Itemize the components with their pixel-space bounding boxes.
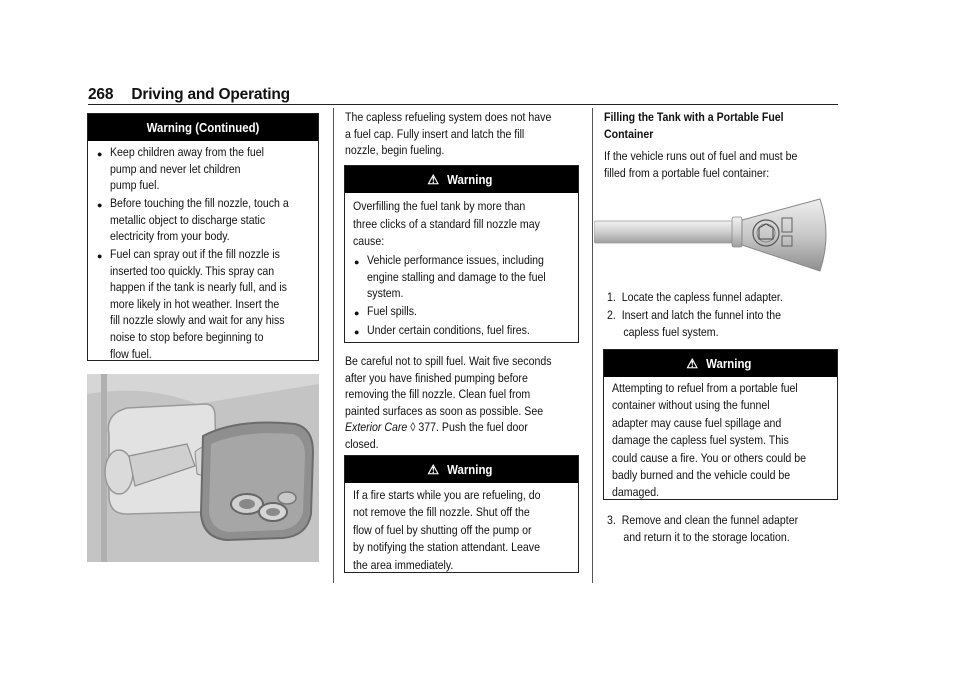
- text-line: damaged.: [612, 485, 660, 500]
- portable-container-heading: [604, 109, 784, 142]
- bullet-icon: ●: [97, 149, 103, 159]
- warning-overfill-box: [344, 165, 579, 343]
- warning-overfill-title: Warning: [447, 172, 493, 187]
- text-line: Overfilling the fuel tank by more than: [353, 199, 526, 213]
- text-line: cause:: [353, 234, 385, 249]
- bullet-icon: ●: [354, 308, 360, 318]
- text-line: [607, 307, 781, 324]
- warning-overfill-header: [345, 166, 578, 193]
- warning-portable-box: [603, 349, 838, 500]
- text-line: fill nozzle slowly and wait for any hiss: [110, 313, 285, 328]
- warning-icon: ⚠: [427, 461, 440, 477]
- step-number: 3.: [607, 513, 616, 527]
- step-number: 2.: [607, 308, 616, 322]
- text-line: Container: [604, 126, 654, 141]
- warning-icon: ⚠: [427, 171, 440, 187]
- text-line: noise to stop before beginning to: [110, 329, 264, 344]
- text-line: Fuel can spray out if the fill nozzle is: [110, 247, 280, 261]
- text-line: filled from a portable fuel container:: [604, 165, 770, 180]
- text-line: adapter may cause fuel spillage and: [612, 415, 782, 430]
- warning-fire-header: [345, 456, 578, 483]
- step-2: [607, 307, 781, 340]
- text-line: Fuel spills.: [367, 304, 417, 318]
- warning-continued-header: [88, 114, 318, 141]
- warning-portable-header: [604, 350, 837, 377]
- step-3: [607, 512, 798, 545]
- page-number: 268: [88, 86, 114, 103]
- text-line: Be careful not to spill fuel. Wait five seconds: [345, 354, 552, 368]
- page-header: [88, 86, 290, 104]
- portable-container-intro: [604, 148, 797, 181]
- warning-bullet-3: [110, 246, 287, 362]
- warning-fire-title: Warning: [447, 462, 493, 477]
- text-line: Under certain conditions, fuel fires.: [367, 323, 530, 337]
- text-line: damage the capless fuel system. This: [612, 433, 789, 448]
- header-rule: [88, 104, 838, 105]
- bullet-icon: ●: [97, 200, 103, 210]
- text-line: badly burned and the vehicle could be: [612, 468, 791, 483]
- column-divider-1: [333, 108, 334, 583]
- text-line: closed.: [345, 436, 379, 451]
- text-line: [345, 403, 552, 420]
- text-line: metallic object to discharge static: [110, 212, 266, 227]
- warning-bullet-1: [110, 144, 264, 194]
- text-line: nozzle, begin fueling.: [345, 143, 445, 158]
- text-line: [345, 419, 552, 436]
- text-line: a fuel cap. Fully insert and latch the fill: [345, 126, 525, 141]
- funnel-adapter-illustration: [594, 194, 834, 276]
- column-divider-2: [592, 108, 593, 583]
- text-line: happen if the tank is nearly full, and is: [110, 280, 287, 295]
- warning-portable-title: Warning: [706, 356, 752, 371]
- step-1: [607, 289, 783, 306]
- text-line: flow fuel.: [110, 346, 152, 361]
- text-line: removing the fill nozzle. Clean fuel from: [345, 387, 531, 402]
- bullet-icon: ●: [354, 327, 360, 337]
- text-line: Keep children away from the fuel: [110, 145, 265, 159]
- text-line: and return it to the storage location.: [623, 529, 790, 544]
- text-segment: . Push the fuel door: [436, 420, 528, 435]
- text-line: inserted too quickly. This spray can: [110, 263, 275, 278]
- warning-bullet-2: [110, 195, 289, 245]
- text-line: The capless refueling system does not have: [345, 110, 552, 124]
- text-line: three clicks of a standard fill nozzle may: [353, 216, 540, 231]
- text-line: pump fuel.: [110, 178, 160, 193]
- text-line: could cause a fire. You or others could be: [612, 450, 807, 465]
- text-line: more likely in hot weather. Insert the: [110, 296, 280, 311]
- warning-overfill-bullet-1: [367, 252, 546, 302]
- text-line: container without using the funnel: [612, 398, 770, 413]
- fuel-door-photo: [87, 374, 319, 562]
- text-segment: painted surfaces as soon as possible. See: [345, 403, 544, 418]
- text-line: system.: [367, 286, 404, 301]
- text-line: not remove the fill nozzle. Shut off the: [353, 505, 530, 520]
- warning-continued-title: Warning (Continued): [146, 120, 260, 135]
- warning-overfill-bullet-2: [367, 303, 417, 320]
- exterior-care-link[interactable]: Exterior Care: [345, 420, 408, 435]
- page-reference[interactable]: ◊ 377: [410, 420, 437, 435]
- text-line: after you have finished pumping before: [345, 370, 528, 385]
- text-line: engine stalling and damage to the fuel: [367, 269, 546, 284]
- step-text: Insert and latch the funnel into the: [621, 308, 782, 322]
- text-line: Attempting to refuel from a portable fuel: [612, 381, 798, 395]
- fuel-door-illustration: [87, 374, 319, 562]
- text-line: If the vehicle runs out of fuel and must be: [604, 149, 798, 163]
- text-line: If a fire starts while you are refueling, do: [353, 488, 541, 502]
- step-number: 1.: [607, 290, 616, 304]
- bullet-icon: ●: [354, 257, 360, 267]
- text-line: the area immediately.: [353, 557, 454, 572]
- warning-fire-text: [353, 487, 541, 574]
- warning-overfill-lead: [353, 198, 540, 251]
- step-text: Locate the capless funnel adapter.: [621, 290, 783, 304]
- warning-portable-text: [612, 380, 806, 502]
- bullet-icon: ●: [97, 251, 103, 261]
- warning-icon: ⚠: [686, 355, 699, 371]
- text-line: Vehicle performance issues, including: [367, 253, 544, 267]
- text-line: flow of fuel by shutting off the pump or: [353, 522, 532, 537]
- text-line: Filling the Tank with a Portable Fuel: [604, 110, 784, 124]
- funnel-adapter-image: [594, 194, 834, 276]
- capless-intro-paragraph: [345, 109, 551, 159]
- text-line: Before touching the fill nozzle, touch a: [110, 196, 289, 210]
- text-line: by notifying the station attendant. Leave: [353, 540, 540, 555]
- step-text: Remove and clean the funnel adapter: [621, 513, 799, 527]
- section-title: Driving and Operating: [131, 86, 290, 103]
- warning-continued-box: [87, 113, 319, 361]
- text-line: electricity from your body.: [110, 229, 230, 244]
- text-line: pump and never let children: [110, 161, 241, 176]
- warning-overfill-bullet-3: [367, 322, 530, 339]
- spill-paragraph: [345, 353, 552, 453]
- warning-fire-box: [344, 455, 579, 573]
- text-line: capless fuel system.: [623, 324, 719, 339]
- text-line: [607, 512, 798, 529]
